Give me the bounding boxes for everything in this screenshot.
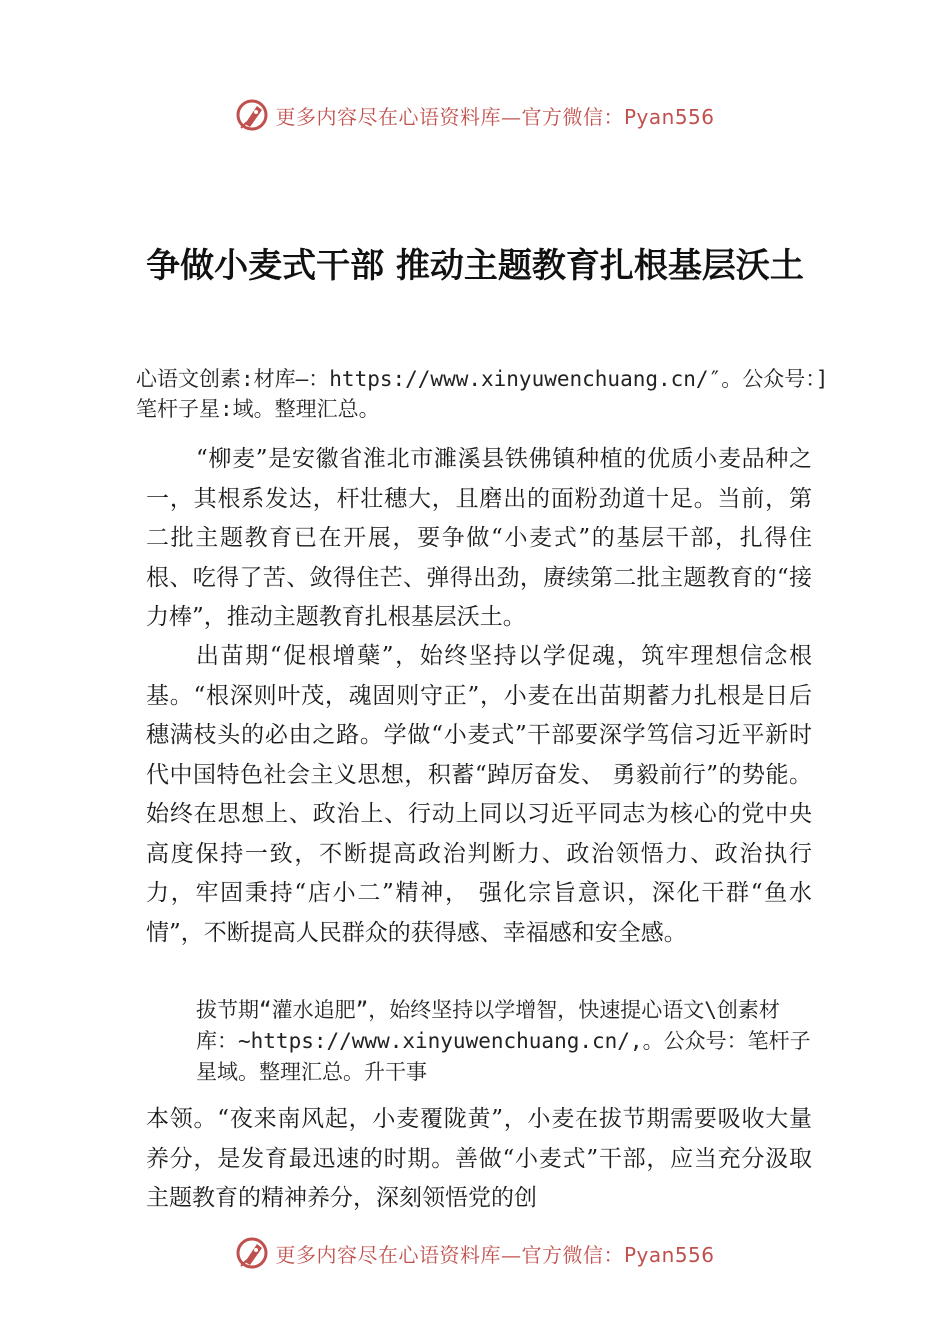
banner-text: 更多内容尽在心语资料库—官方微信：Pyan556 [275,104,715,129]
pen-nib-circle-logo [235,1236,269,1270]
paragraph-2: 出苗期“促根增蘖”，始终坚持以学促魂，筑牢理想信念根基。“根深则叶茂，魂固则守正”，小麦在出苗期蓄力扎根是日后穗满枝头的必由之路。学做“小麦式”干部要深学笃信习近平新时代中国特色社会主义思想，积蓄“踔厉奋发、 勇毅前行”的势能。始终在思想上、政治上、行动上同以习近平同志为核心的党中央高度保持一致，不断提高政治判断力、政治领悟力、政治执行力，牢固秉持“店小二”精神， 强化宗旨意识，深化干群“鱼水情”，不断提高人民群众的获得感、幸福感和安全感。 [146,643,812,946]
header-banner [0,95,950,135]
source-note: 心语文创素:材库—：https://www.xinyuwenchuang.cn/″。公众号：]笔杆子星:域。整理汇总。 [136,367,829,421]
footer-banner [0,1233,950,1273]
paragraph-4: 本领。“夜来南风起，小麦覆陇黄”，小麦在拔节期需要吸收大量养分，是发育最迅速的时期。善做“小麦式”干部，应当充分汲取主题教育的精神养分，深刻领悟党的创 [146,1106,812,1211]
wechat-id: Pyan556 [623,104,715,129]
paragraph-3: 拔节期“灌水追肥”，始终坚持以学增智，快速提心语文\创素材库：~https://www.xinyuwenchuang.cn/,。公众号：笔杆子星域。整理汇总。升干事 [196,998,811,1084]
wechat-id: Pyan556 [623,1242,715,1267]
pen-nib-circle-logo [235,98,269,132]
banner-text: 更多内容尽在心语资料库—官方微信：Pyan556 [275,1242,715,1267]
paragraph-1: “柳麦”是安徽省淮北市濉溪县铁佛镇种植的优质小麦品种之一，其根系发达，杆壮穗大，且磨出的面粉劲道十足。当前，第二批主题教育已在开展，要争做“小麦式”的基层干部，扎得住根、吃得了苦、敛得住芒、弹得出劲，赓续第二批主题教育的“接力棒”，推动主题教育扎根基层沃土。 [146,446,812,630]
document-title: 争做小麦式干部 推动主题教育扎根基层沃土 [146,246,804,286]
